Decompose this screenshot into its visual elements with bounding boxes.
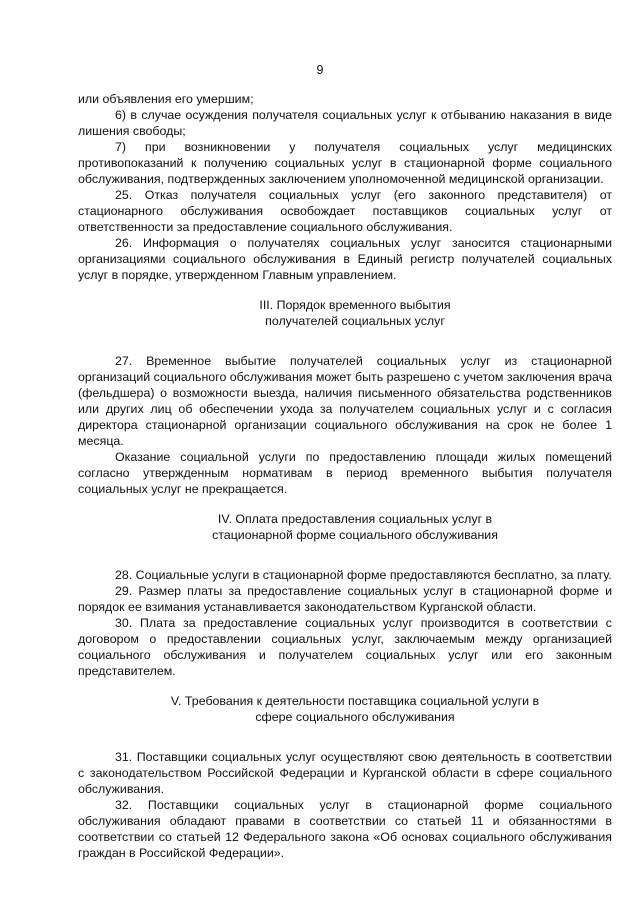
paragraph-item-5-end: или объявления его умершим;: [78, 92, 254, 106]
paragraph-32: 32. Поставщики социальных услуг в стационарной форме социального обслуживания обладают правами в соответствии со статьей 11 и обязанностями в соответствии со статьей 12 Федерального закона «Об основах социального обслуживания граждан в Российской Федерации».: [78, 798, 612, 860]
section-heading-5: [78, 693, 612, 725]
page-number: 9: [316, 63, 324, 77]
paragraph-26: 26. Информация о получателях социальных услуг заносится стационарными организациями социального обслуживания в Единый регистр получателей социальных услуг в порядке, утвержденном Главным управлением.: [78, 236, 612, 282]
paragraph-27-continuation: Оказание социальной услуги по предоставлению площади жилых помещений согласно утвержденным нормативам в период временного выбытия получателя социальных услуг не прекращается.: [78, 450, 612, 496]
paragraph-29: 29. Размер платы за предоставление социальных услуг в стационарной форме и порядок ее взимания устанавливается законодательством Курганской области.: [78, 584, 612, 614]
paragraph-27: 27. Временное выбытие получателей социальных услуг из стационарной организаций социального обслуживания может быть разрешено с учетом заключения врача (фельдшера) о возможности выезда, наличия письменного обязательства родственников или других лиц об обеспечении ухода за получателем социальных услуг и с согласия директора стационарной организации социального обслуживания на срок не более 1 месяца.: [78, 354, 612, 448]
section-heading-5-line-2: сфере социального обслуживания: [255, 710, 455, 724]
paragraph-item-6: 6) в случае осуждения получателя социальных услуг к отбыванию наказания в виде лишения свободы;: [78, 108, 612, 138]
section-heading-4-line-2: стационарной форме социального обслуживания: [212, 528, 498, 542]
section-heading-3: [78, 297, 612, 329]
paragraph-30: 30. Плата за предоставление социальных услуг производится в соответствии с договором о предоставлении социальных услуг, заключаемым между организацией социального обслуживания и получателем социальных услуг или его законным представителем.: [78, 616, 612, 678]
section-heading-3-line-2: получателей социальных услуг: [265, 314, 445, 328]
section-heading-3-line-1: III. Порядок временного выбытия: [259, 298, 451, 312]
paragraph-28: 28. Социальные услуги в стационарной форме предоставляются бесплатно, за плату.: [115, 568, 612, 582]
paragraph-25: 25. Отказ получателя социальных услуг (его законного представителя) от стационарного обслуживания освобождает поставщиков социальных услуг от ответственности за предоставление социального обслуживания.: [78, 188, 612, 234]
section-heading-5-line-1: V. Требования к деятельности поставщика социальной услуги в: [170, 694, 540, 708]
paragraph-item-7: 7) при возникновении у получателя социальных услуг медицинских противопоказаний к получению социальных услуг в стационарной форме социального обслуживания, подтвержденных заключением уполномоченной медицинской организации.: [78, 140, 612, 186]
section-heading-4-line-1: IV. Оплата предоставления социальных услуг в: [217, 512, 493, 526]
paragraph-31: 31. Поставщики социальных услуг осуществляют свою деятельность в соответствии с законодательством Российской Федерации и Курганской области в сфере социального обслуживания.: [78, 750, 612, 796]
document-body: [78, 91, 612, 861]
section-heading-4: [78, 511, 612, 543]
